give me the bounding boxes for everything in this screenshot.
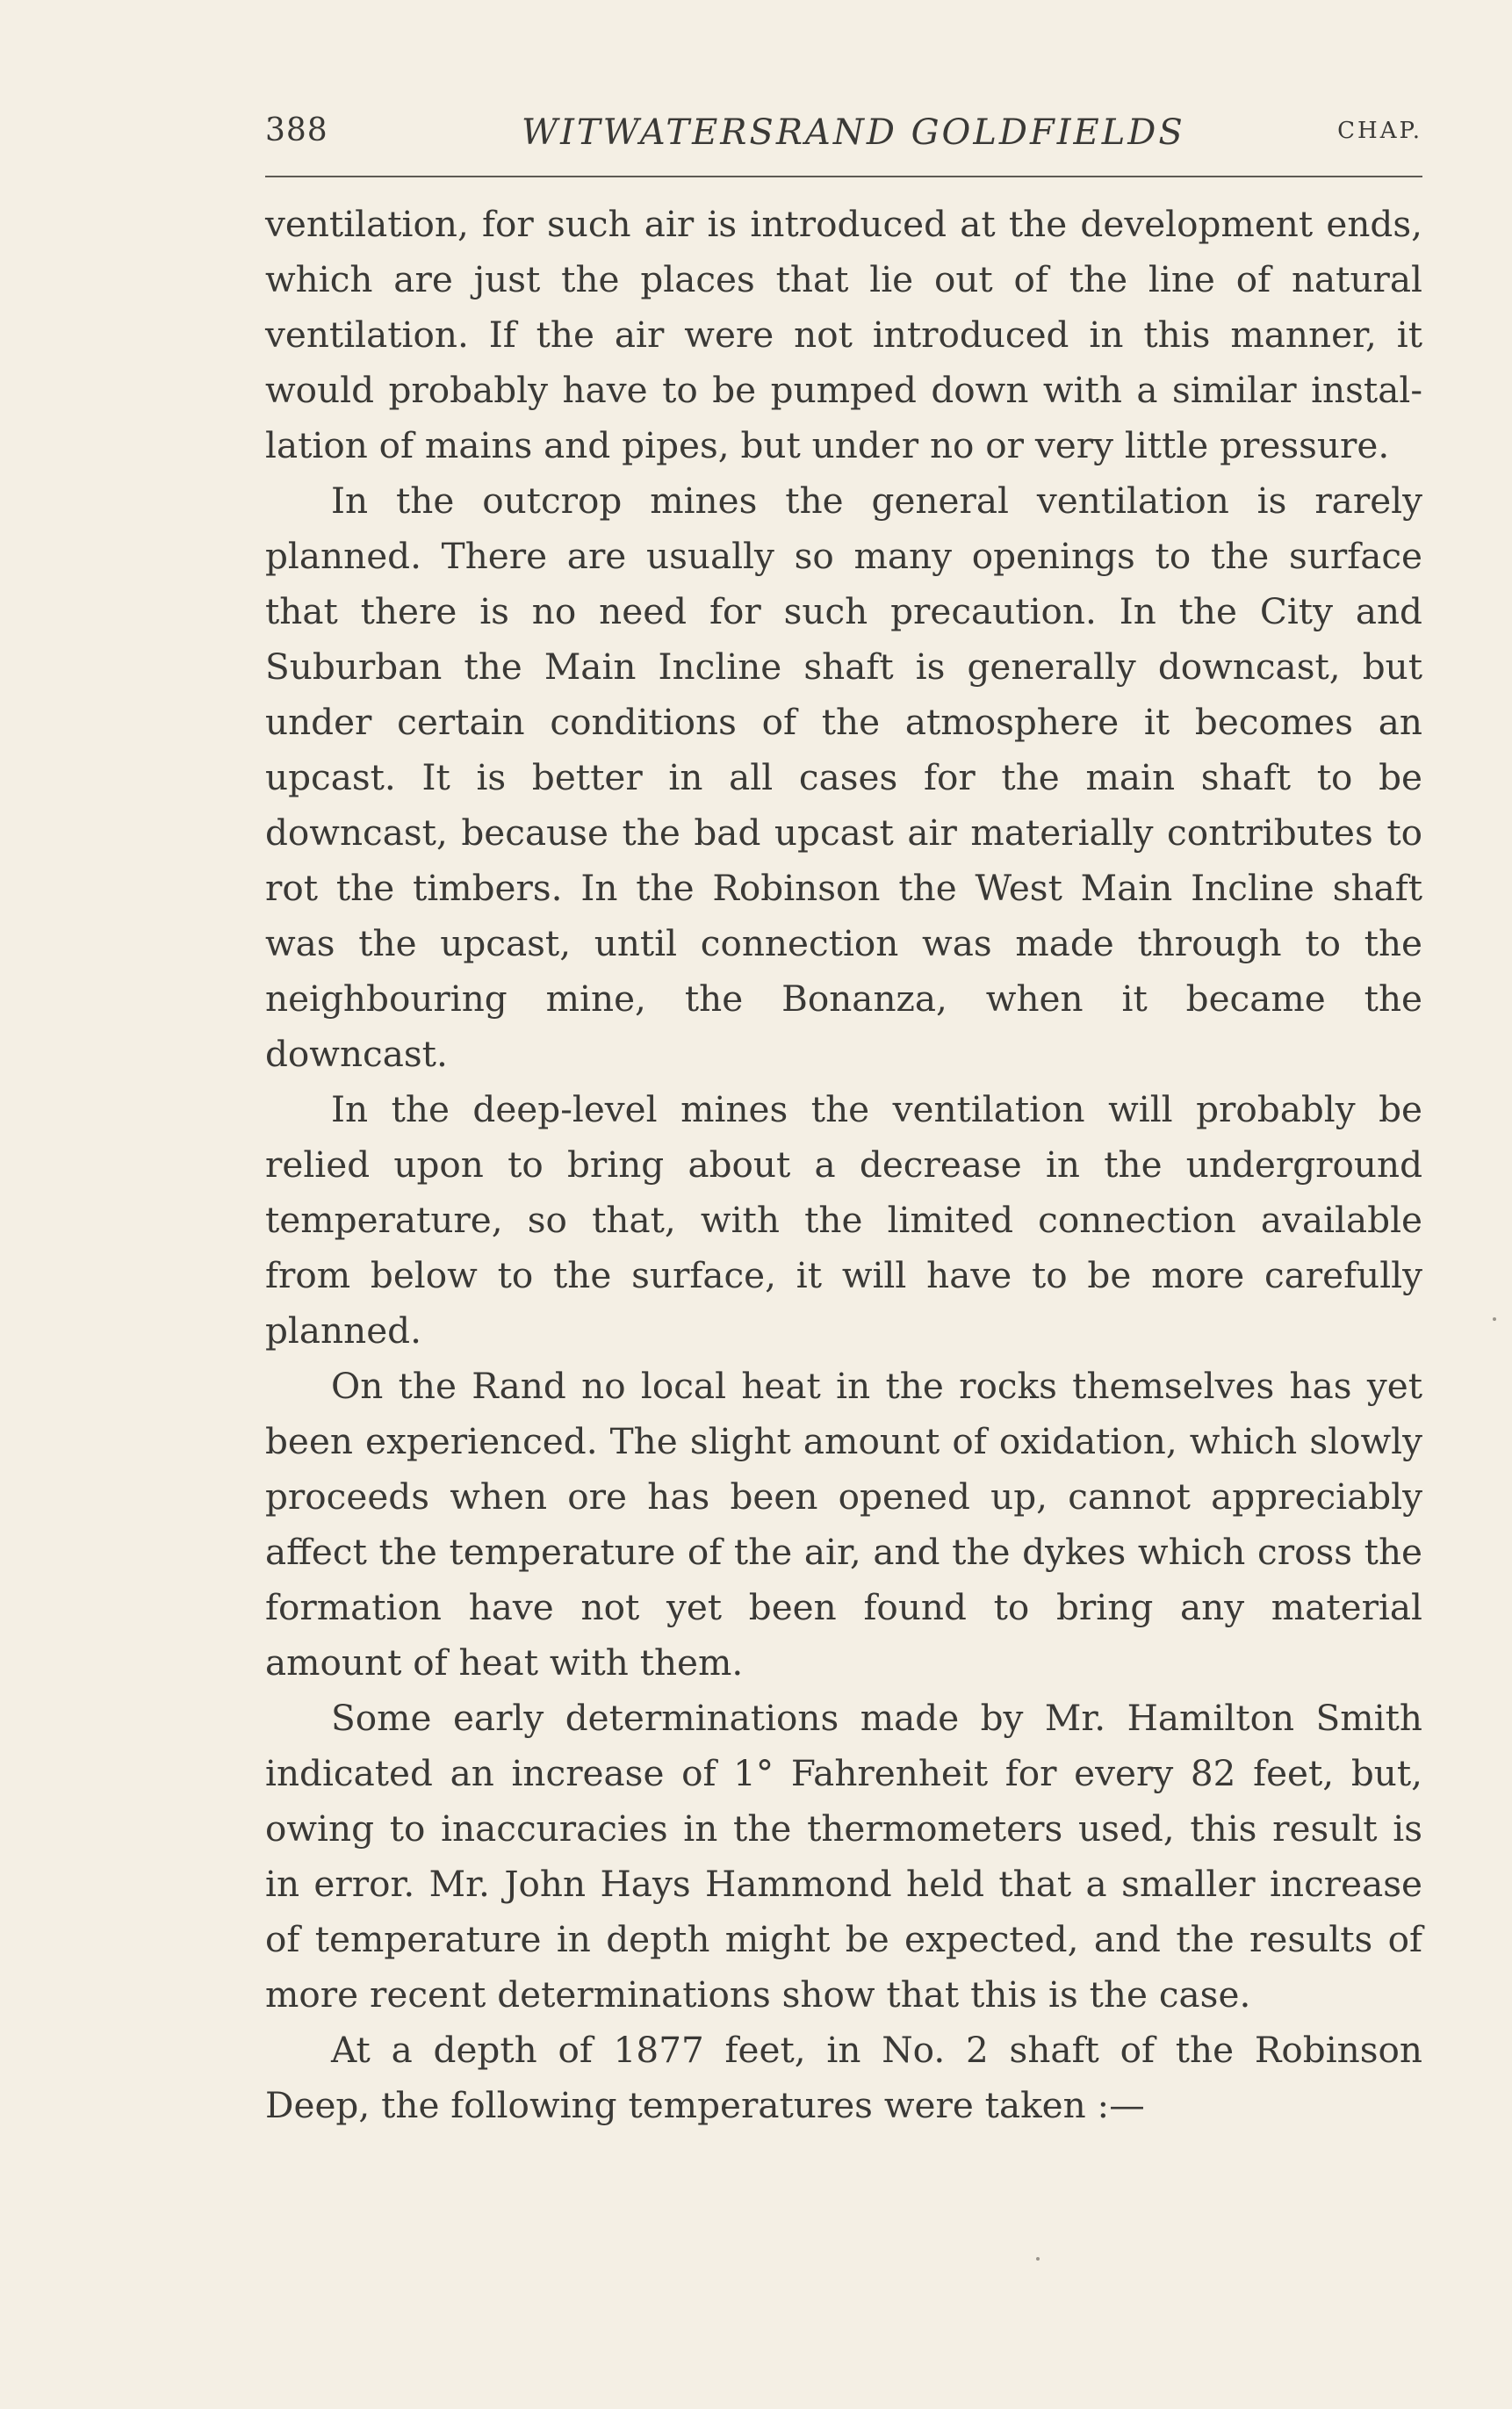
paragraph-deep-level-mines: In the deep-level mines the ventilation will probably be relied upon to bring about a decrease in the underground temperature, so that, with the limited connection available from below to the surface, it will have to be more carefully planned. xyxy=(265,1088,1422,1352)
chapter-label: CHAP. xyxy=(1337,118,1422,144)
paper-speck xyxy=(1493,1317,1496,1321)
header-rule xyxy=(265,176,1422,177)
paragraph-rand-heat: On the Rand no local heat in the rocks themselves has yet been experienced. The slight amount of oxidation, which slowly proceeds when ore has been opened up, cannot appreciably affect the temperature of the air, and the dykes which cross the formation have not yet been found to bring any material amount of heat with them. xyxy=(265,1365,1422,1684)
page-number: 388 xyxy=(265,112,328,148)
paper-speck xyxy=(1036,2257,1040,2261)
body-text xyxy=(265,197,1422,2133)
paragraph-outcrop-mines: In the outcrop mines the general ventilation is rarely planned. There are usually so many openings to the surface that there is no need for such precaution. In the City and Suburban the Main Incline shaft is generally downcast, but under certain conditions of the atmosphere it becomes an upcast. It is better in all cases for the main shaft to be downcast, because the bad upcast air materially contributes to rot the timbers. In the Robinson the West Main Incline shaft was the upcast, until connection was made through to the neighbouring mine, the Bonanza, when it became the downcast. xyxy=(265,480,1422,1075)
paragraph-robinson-deep: At a depth of 1877 feet, in No. 2 shaft of the Robinson Deep, the following temperatures were taken :— xyxy=(265,2029,1422,2126)
running-title: WITWATERSRAND GOLDFIELDS xyxy=(522,112,1185,153)
page-header xyxy=(265,112,1422,155)
paragraph-early-determinations: Some early determinations made by Mr. Hamilton Smith indicated an increase of 1° Fahrenheit for every 82 feet, but, owing to inaccuracies in the thermometers used, this result is in error. Mr. John Hays Hammond held that a smaller increase of temperature in depth might be expected, and the results of more recent determinations show that this is the case. xyxy=(265,1697,1422,2016)
paragraph-ventilation-continued: ventilation, for such air is introduced at the development ends, which are just the places that lie out of the line of natural ventilation. If the air were not introduced in this manner, it would probably have to be pumped down with a similar installation of mains and pipes, but under no or very little pressure. xyxy=(265,203,1422,466)
